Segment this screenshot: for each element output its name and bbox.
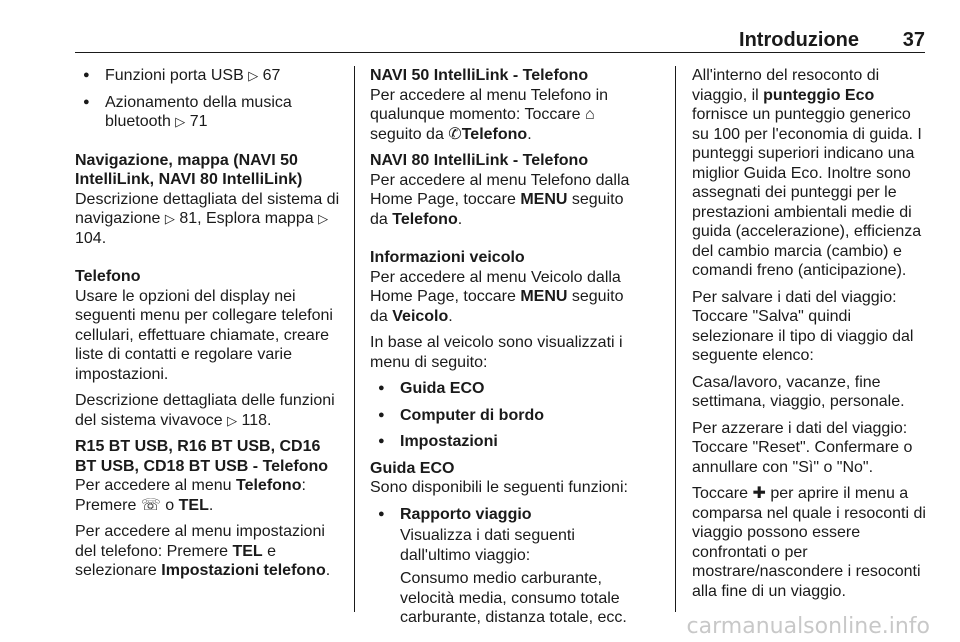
plus-icon: ✚ (752, 485, 766, 502)
list-item: ● Impostazioni (370, 432, 640, 452)
home-icon: ⌂ (584, 106, 595, 123)
function-list (370, 505, 640, 628)
menu-list (370, 379, 640, 452)
page-ref[interactable]: 71 (189, 113, 208, 130)
feature-list (75, 66, 345, 132)
paragraph: Per accedere al menu Telefono in qualunque momento: Toccare ⌂ seguito da ✆Telefono. (370, 86, 609, 143)
phone-icon: ✆ (448, 125, 462, 143)
column-1 (75, 66, 345, 588)
column-divider (354, 66, 355, 612)
list-item: ● Guida ECO (370, 379, 640, 399)
paragraph: Per azzerare i dati del viaggio: Toccare "Reset". Confermare o annullare con "Sì" o "No". (692, 419, 913, 476)
page-header (75, 26, 925, 53)
paragraph: Per accedere al menu impostazioni del telefono: Premere TEL e selezionare Impostazioni telefono. (75, 523, 331, 579)
paragraph: Casa/lavoro, vacanze, fine settimana, viaggio, personale. (692, 373, 905, 410)
list-item: ● Computer di bordo (370, 406, 640, 426)
section-heading: Guida ECO (370, 459, 455, 477)
page-ref-icon: ▷ (248, 68, 259, 83)
paragraph: Consumo medio carburante, velocità media, consumo totale carburante, distanza totale, ecc. (400, 570, 627, 626)
page-ref[interactable]: 81 (179, 210, 198, 227)
paragraph: Visualizza i dati seguenti dall'ultimo viaggio: (400, 527, 575, 564)
section-heading: NAVI 50 IntelliLink - Telefono (370, 67, 589, 84)
list-item: ● Funzioni porta USB ▷ 67 (75, 66, 345, 86)
phone-key-icon: ☏ (140, 496, 161, 514)
section-heading: R15 BT USB, R16 BT USB, CD16 BT USB, CD18 BT USB - Telefono (75, 438, 329, 475)
column-2 (370, 66, 640, 635)
paragraph: Usare le opzioni del display nei seguenti menu per collegare telefoni cellulari, effettuare chiamate, creare liste di contatti e regolare varie impostazioni. (75, 287, 333, 383)
page-ref[interactable]: 118 (241, 411, 268, 429)
page-ref-icon: ▷ (227, 412, 238, 428)
paragraph: Per accedere al menu Telefono dalla Home Page, toccare MENU seguito da Telefono. (370, 171, 630, 228)
column-divider (675, 66, 676, 612)
page-ref-icon: ▷ (318, 211, 329, 226)
paragraph: Per accedere al menu Veicolo dalla Home Page, toccare MENU seguito da Veicolo. (370, 268, 624, 325)
paragraph: In base al veicolo sono visualizzati i menu di seguito: (370, 334, 623, 371)
paragraph: Descrizione dettagliata delle funzioni del sistema vivavoce ▷ 118. (75, 392, 335, 429)
page-number: 37 (902, 29, 925, 51)
page-ref-icon: ▷ (164, 211, 175, 226)
paragraph: All'interno del resoconto di viaggio, il punteggio Eco fornisce un punteggio generico su 100 per l'economia di guida. I punteggi superiori indicano una miglior Guida Eco. Inoltre sono assegnati dei punteggi per le prestazioni ambientali medie di guida (accelerazione), efficienza del cambio marcia (cambio) e comandi freno (anticipazione). (692, 67, 922, 279)
paragraph: Toccare ✚ per aprire il menu a comparsa nel quale i resoconti di viaggio possono essere confrontati o per mostrare/nascondere i resoconti alla fine di un viaggio. (692, 485, 926, 600)
chapter-title: Introduzione (739, 29, 859, 51)
paragraph: Per salvare i dati del viaggio: Toccare "Salva" quindi selezionare il tipo di viaggio dal seguente elenco: (692, 288, 914, 364)
paragraph: Sono disponibili le seguenti funzioni: (370, 479, 628, 496)
page-ref-icon: ▷ (175, 114, 186, 129)
list-item: ● Azionamento della musica bluetooth ▷ 71 (75, 93, 345, 132)
page-ref[interactable]: 104 (75, 229, 102, 247)
list-item: ● Rapporto viaggio Visualizza i dati seguenti dall'ultimo viaggio: Consumo medio carburante, velocità media, consumo totale carburante, distanza totale, ecc. (370, 505, 640, 628)
section-heading: Navigazione, mappa (NAVI 50 IntelliLink, NAVI 80 IntelliLink) (75, 151, 303, 188)
section-heading: NAVI 80 IntelliLink - Telefono (370, 152, 589, 169)
column-3 (692, 66, 932, 608)
page-ref[interactable]: 67 (262, 67, 281, 84)
paragraph: Descrizione dettagliata del sistema di navigazione ▷ 81, Esplora mappa ▷ 104. (75, 190, 340, 247)
section-heading: Telefono (75, 268, 141, 285)
watermark: carmanualsonline.info (686, 614, 930, 639)
paragraph: Per accedere al menu Telefono: Premere ☏ o TEL. (75, 477, 306, 514)
section-heading: Informazioni veicolo (370, 249, 525, 266)
